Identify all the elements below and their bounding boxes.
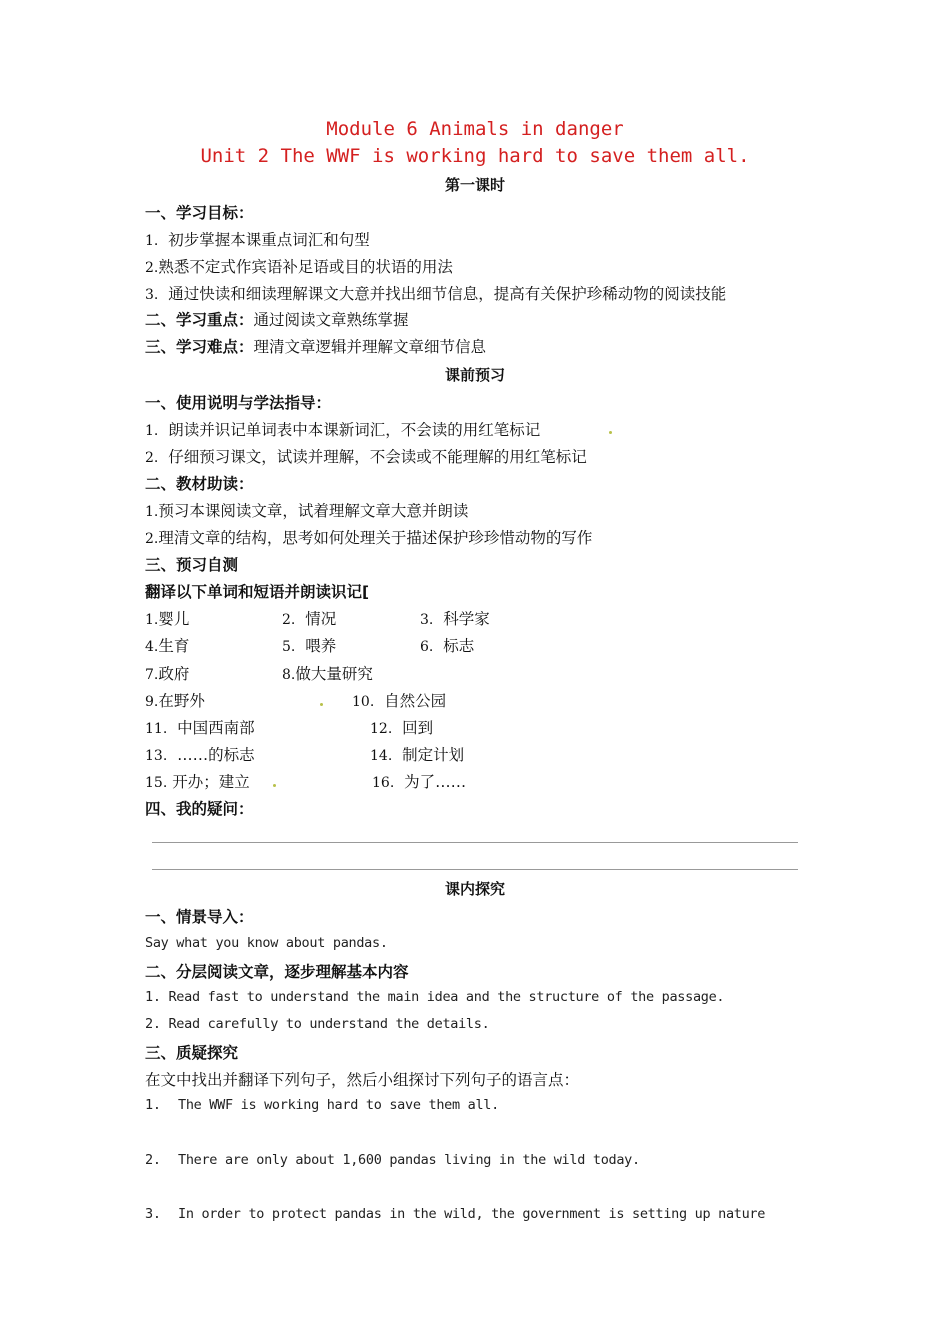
reading-item: 1. Read fast to understand the main idea and the structure of the passage.	[145, 989, 725, 1005]
vocab-item: 5. 喂养	[282, 637, 337, 655]
vocab-item: 6. 标志	[420, 637, 475, 655]
answer-line	[152, 842, 798, 843]
key-point: 二、学习重点：通过阅读文章熟练掌握	[145, 311, 409, 329]
vocab-item: 7.政府	[145, 665, 190, 683]
inclass-heading: 课内探究	[444, 880, 505, 898]
title-line-1: Module 6 Animals in danger	[326, 118, 624, 140]
sentence-number: 3.	[145, 1206, 161, 1222]
title-line-2: Unit 2 The WWF is working hard to save them all.	[200, 145, 750, 167]
dot-mark	[609, 431, 612, 434]
reading-item: 2. Read carefully to understand the details.	[145, 1016, 490, 1032]
objective-item: 1. 初步掌握本课重点词汇和句型	[145, 231, 370, 249]
answer-line	[152, 869, 798, 870]
vocab-item: 10. 自然公园	[352, 692, 447, 710]
scene-heading: 一、情景导入：	[145, 908, 254, 926]
vocab-item: 12. 回到	[370, 719, 434, 737]
dot-mark	[320, 703, 323, 706]
dot-mark	[273, 784, 276, 787]
objective-item: 3. 通过快读和细读理解课文大意并找出细节信息，提高有关保护珍稀动物的阅读技能	[145, 285, 727, 303]
vocab-item: 15. 开办；建立	[145, 773, 250, 791]
lesson-label: 第一课时	[444, 176, 505, 194]
vocab-item: 2. 情况	[282, 610, 337, 628]
translate-heading: 翻译以下单词和短语并朗读识记[	[145, 583, 370, 601]
vocab-item: 13. ……的标志	[145, 746, 255, 764]
sentence-number: 1.	[145, 1097, 161, 1113]
sentence-number: 2.	[145, 1152, 161, 1168]
inquiry-heading: 三、质疑探究	[145, 1044, 239, 1062]
vocab-item: 9.在野外	[145, 692, 205, 710]
textbook-item: 1.预习本课阅读文章，试着理解文章大意并朗读	[145, 502, 469, 520]
vocab-item: 8.做大量研究	[282, 665, 373, 683]
vocab-item: 1.婴儿	[145, 610, 190, 628]
vocab-item: 16. 为了……	[372, 773, 467, 791]
reading-heading: 二、分层阅读文章，逐步理解基本内容	[145, 963, 409, 981]
textbook-heading: 二、教材助读：	[145, 475, 254, 493]
usage-item: 1. 朗读并识记单词表中本课新词汇，不会读的用红笔标记	[145, 421, 541, 439]
textbook-item: 2.理清文章的结构，思考如何处理关于描述保护珍珍惜动物的写作	[145, 529, 593, 547]
vocab-item: 3. 科学家	[420, 610, 490, 628]
sentence-text: There are only about 1,600 pandas living in the wild today.	[178, 1152, 640, 1168]
sentence-text: In order to protect pandas in the wild, the government is setting up nature	[178, 1206, 766, 1222]
questions-heading: 四、我的疑问：	[145, 800, 254, 818]
selftest-heading: 三、预习自测	[145, 556, 239, 574]
inquiry-intro: 在文中找出并翻译下列句子，然后小组探讨下列句子的语言点：	[145, 1071, 580, 1089]
vocab-item: 4.生育	[145, 637, 190, 655]
vocab-item: 11. 中国西南部	[145, 719, 255, 737]
objectives-heading: 一、学习目标：	[145, 204, 254, 222]
vocab-item: 14. 制定计划	[370, 746, 465, 764]
scene-text: Say what you know about pandas.	[145, 935, 388, 951]
usage-heading: 一、使用说明与学法指导：	[145, 394, 332, 412]
objective-item: 2.熟悉不定式作宾语补足语或目的状语的用法	[145, 258, 453, 276]
sentence-text: The WWF is working hard to save them all.	[178, 1097, 499, 1113]
difficulty-point: 三、学习难点：理清文章逻辑并理解文章细节信息	[145, 338, 487, 356]
usage-item: 2. 仔细预习课文，试读并理解，不会读或不能理解的用红笔标记	[145, 448, 587, 466]
preview-heading: 课前预习	[444, 366, 505, 384]
